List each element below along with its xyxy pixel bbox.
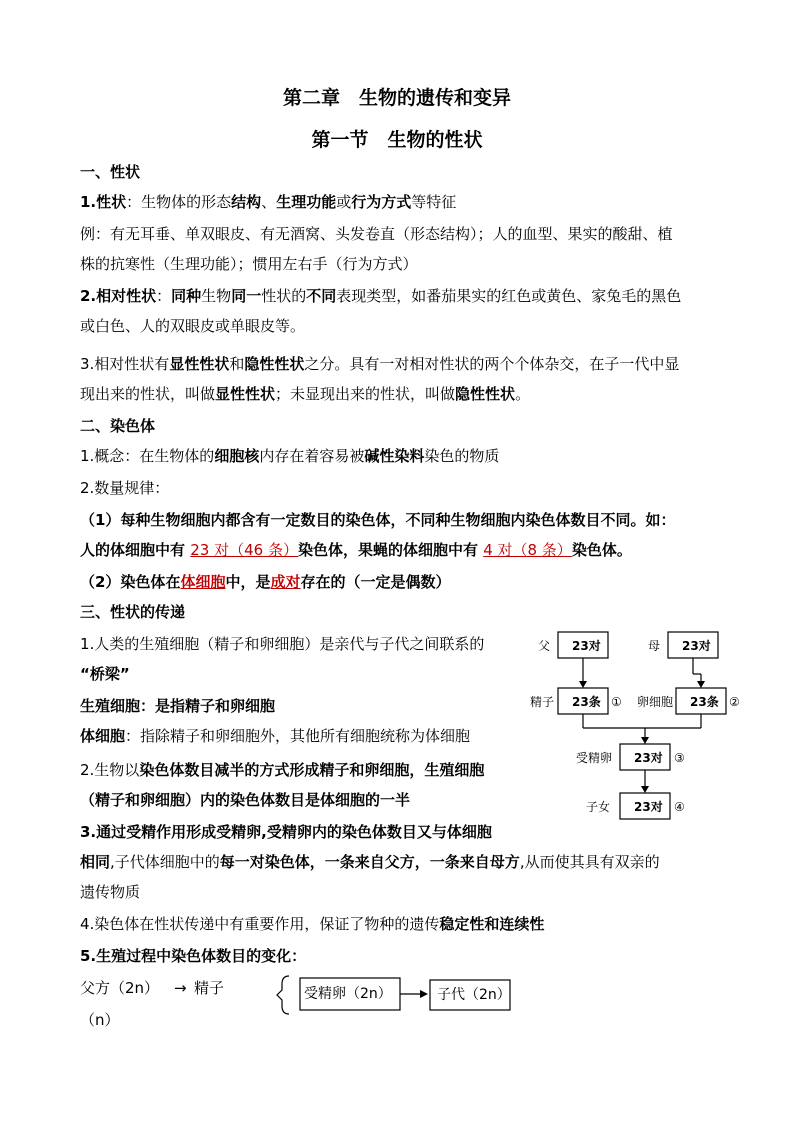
para-bridge: “桥梁” [80,665,130,683]
flow-arrow: → [174,979,187,997]
heading-traits: 一、性状 [80,163,141,181]
para-somatic-cell: 体细胞：指除精子和卵细胞外，其他所有细胞统称为体细胞 [80,727,471,745]
diagram-sperm-label: 精子 [530,695,555,709]
diagram-egg-value: 23条 [690,695,719,709]
para-trait-definition: 1.性状：生物体的形态结构、生理功能或行为方式等特征 [80,193,457,211]
para-dominant-recessive-line2: 现出来的性状，叫做显性性状；未显现出来的性状，叫做隐性性状。 [80,385,531,403]
para-fertilization: 3.通过受精作用形成受精卵,受精卵内的染色体数目又与体细胞 [80,823,492,841]
para-dominant-recessive: 3.相对性状有显性性状和隐性性状之分。具有一对相对性状的两个个体杂交，在子一代中显 [80,355,680,373]
para-fertilization-line2: 相同,子代体细胞中的每一对染色体，一条来自父方，一条来自母方,从而使其具有双亲的 [80,853,660,871]
diagram-step-1: ① [611,695,622,709]
section-title: 第一节 生物的性状 [311,129,483,151]
diagram-mother-value: 23对 [682,639,711,653]
diagram-child-label: 子女 [586,800,611,814]
diagram-egg-label: 卵细胞 [637,695,674,709]
diagram-step-4: ④ [674,800,685,814]
diagram-father-value: 23对 [572,639,601,653]
para-halving: 2.生物以染色体数目减半的方式形成精子和卵细胞，生殖细胞 [80,761,485,779]
flow-sperm-n: （n） [80,1011,120,1029]
flow-box-offspring-label: 子代（2n） [437,987,511,1003]
para-quantity-rule: 2.数量规律： [80,479,170,497]
para-rule-2: （2）染色体在体细胞中，是成对存在的（一定是偶数） [80,573,451,591]
heading-trait-transmission: 三、性状的传递 [80,603,186,621]
heading-chromosome: 二、染色体 [80,417,156,435]
para-rule-1: （1）每种生物细胞内都含有一定数目的染色体，不同种生物细胞内染色体数目不同。如： [80,511,676,529]
diagram-step-3: ③ [674,751,685,765]
para-rule-1-line2: 人的体细胞中有 23 对（46 条）染色体，果蝇的体细胞中有 4 对（8 条）染色体。 [80,541,632,559]
para-relative-trait: 2.相对性状：同种生物同一性状的不同表现类型，如番茄果实的红色或黄色、家兔毛的黑色 [80,287,682,305]
diagram-mother-label: 母 [648,639,661,653]
para-gamete-bridge: 1.人类的生殖细胞（精子和卵细胞）是亲代与子代之间联系的 [80,635,485,653]
diagram-sperm-value: 23条 [572,695,601,709]
chapter-title: 第二章 生物的遗传和变异 [282,87,511,109]
para-chromosome-concept: 1.概念：在生物体的细胞核内存在着容易被碱性染料染色的物质 [80,447,500,465]
flow-father: 父方（2n） [80,979,160,997]
diagram-child-value: 23对 [634,800,663,814]
para-chromosome-role: 4.染色体在性状传递中有重要作用，保证了物种的遗传稳定性和连续性 [80,915,545,933]
diagram-father-label: 父 [538,639,551,653]
para-germ-cell: 生殖细胞：是指精子和卵细胞 [80,697,276,715]
flow-sperm: 精子 [194,979,225,997]
para-halving-line2: （精子和卵细胞）内的染色体数目是体细胞的一半 [80,791,411,809]
diagram-zygote-value: 23对 [634,751,663,765]
para-chromosome-change: 5.生殖过程中染色体数目的变化： [80,947,307,965]
para-example-line2: 株的抗寒性（生理功能）；惯用左右手（行为方式） [80,255,418,273]
diagram-zygote-label: 受精卵 [576,751,613,765]
diagram-step-2: ② [729,695,740,709]
para-example-line1: 例：有无耳垂、单双眼皮、有无酒窝、头发卷直（形态结构）；人的血型、果实的酸甜、植 [80,225,673,243]
flow-box-zygote-label: 受精卵（2n） [304,986,392,1002]
para-relative-trait-line2: 或白色、人的双眼皮或单眼皮等。 [80,317,306,335]
para-fertilization-line3: 遗传物质 [80,883,141,901]
